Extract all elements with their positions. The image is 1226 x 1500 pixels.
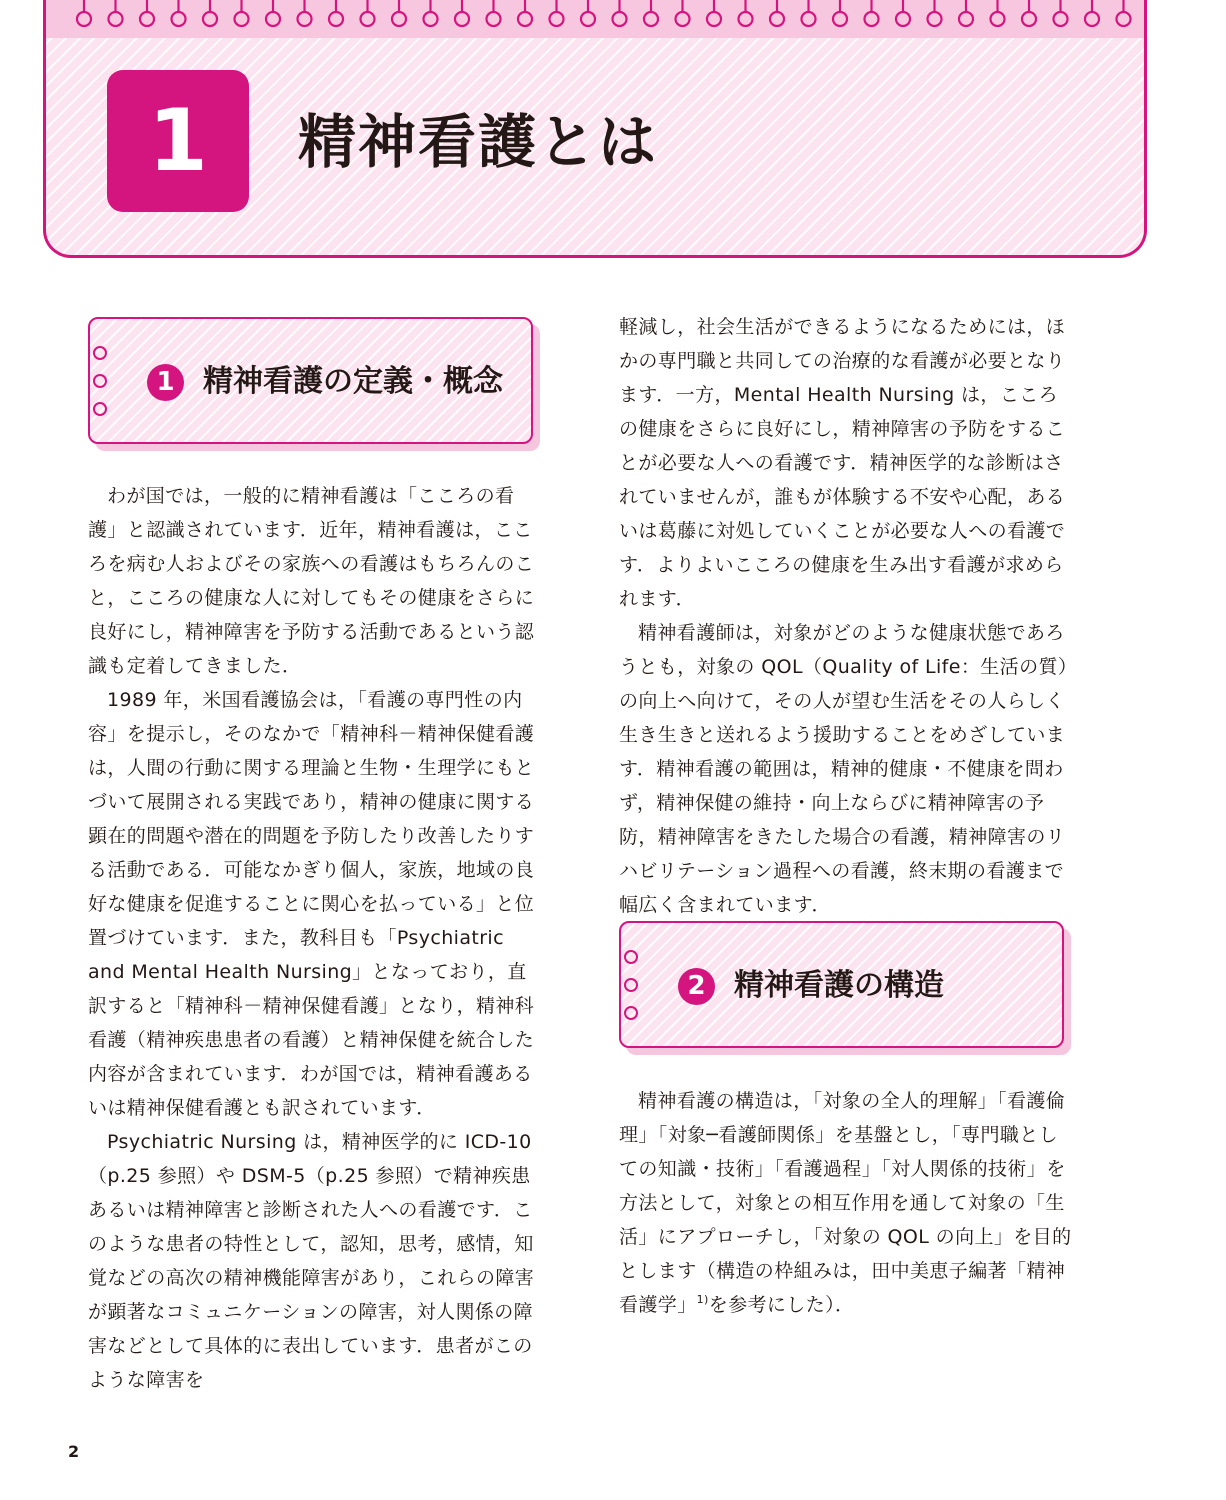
ring-hole <box>991 12 1005 26</box>
ring-hole <box>928 12 942 26</box>
ring-hole <box>203 12 217 26</box>
ring-hole <box>266 12 280 26</box>
right-text-column-lower <box>619 1084 1074 1322</box>
chapter-header <box>43 0 1147 258</box>
ring-hole <box>172 12 186 26</box>
ring-hole <box>707 12 721 26</box>
paragraph: わが国では，一般的に精神看護は「こころの看護」と認識されています．近年，精神看護は，こころを病む人およびその家族への看護はもちろんのこと，こころの健康な人に対してもその健康をさらに良好にし，精神障害を予防する活動であるという認識も定着してきました． <box>88 485 535 677</box>
paragraph <box>619 1084 1074 1322</box>
section-number-badge: 1 <box>147 364 184 401</box>
ring-hole <box>109 12 123 26</box>
ring-hole <box>1054 12 1068 26</box>
ring-hole <box>676 12 690 26</box>
paragraph-text: 精神看護の構造は，「対象の全人的理解」「看護倫理」「対象─看護師関係」を基盤とし，「専門職としての知識・技術」「看護過程」「対人関係的技術」を方法として，対象との相互作用を通して対象の「生活」にアプローチし，「対象の QOL の向上」を目的とします（構造の枠組みは，田中美恵子編著「精神看護学」 <box>619 1090 1072 1316</box>
ring-hole <box>424 12 438 26</box>
right-text-column <box>619 310 1074 922</box>
ring-hole <box>739 12 753 26</box>
left-text-column <box>88 479 543 1397</box>
ring-hole <box>392 12 406 26</box>
paragraph: 軽減し，社会生活ができるようになるためには，ほかの専門職と共同しての治療的な看護が必要となります．一方，Mental Health Nursing は，こころの健康をさらに良好にし，精神障害の予防をすることが必要な人への看護です．精神医学的な診断はされていませんが，誰もが体験する不安や心配，あるいは葛藤に対処していくことが必要な人への看護です．よりよいこころの健康を生み出す看護が求められます． <box>619 316 1066 610</box>
ring-hole <box>770 12 784 26</box>
ring-hole <box>518 12 532 26</box>
paragraph: 精神看護師は，対象がどのような健康状態であろうとも，対象の QOL（Quality of Life：生活の質）の向上へ向けて，その人が望む生活をその人らしく生き生きと送れるよう援助することをめざしています．精神看護の範囲は，精神的健康・不健康を問わず，精神保健の維持・向上ならびに精神障害の予防，精神障害をきたした場合の看護，精神障害のリハビリテーション過程への看護，終末期の看護まで幅広く含まれています． <box>619 622 1068 916</box>
section-title: 精神看護の定義・概念 <box>203 364 503 399</box>
chapter-title: 精神看護とは <box>298 108 659 176</box>
ring-hole <box>361 12 375 26</box>
ring-hole <box>802 12 816 26</box>
ring-hole <box>298 12 312 26</box>
binder-rings-icon <box>619 947 643 1027</box>
ring-hole <box>833 12 847 26</box>
section-heading-box-1 <box>88 317 533 444</box>
ring-hole <box>896 12 910 26</box>
paragraph: 1989 年，米国看護協会は，「看護の専門性の内容」を提示し，そのなかで「精神科－精神保健看護は，人間の行動に関する理論と生物・生理学にもとづいて展開される実践であり，精神の健康に関する顕在的問題や潜在的問題を予防したり改善したりする活動である．可能なかぎり個人，家族，地域の良好な健康を促進することに関心を払っている」と位置づけています．また，教科目も「Psychiatric and Mental Health Nursing」となっており，直訳すると「精神科－精神保健看護」となり，精神科看護（精神疾患患者の看護）と精神保健を統合した内容が含まれています．わが国では，精神看護あるいは精神保健看護とも訳されています． <box>88 689 535 1119</box>
binder-rings-icon <box>46 0 1146 38</box>
ring-hole <box>1085 12 1099 26</box>
chapter-number-badge: 1 <box>107 70 249 212</box>
ring-hole <box>77 12 91 26</box>
page-number: 2 <box>68 1442 80 1461</box>
section-number-badge: 2 <box>678 968 715 1005</box>
ring-hole <box>235 12 249 26</box>
ring-hole <box>613 12 627 26</box>
section-title: 精神看護の構造 <box>734 968 944 1003</box>
ring-hole <box>644 12 658 26</box>
ring-hole <box>865 12 879 26</box>
paragraph: Psychiatric Nursing は，精神医学的に ICD-10（p.25 参照）や DSM-5（p.25 参照）で精神疾患あるいは精神障害と診断された人への看護です．このような患者の特性として，認知，思考，感情，知覚などの高次の精神機能障害があり，これらの障害が顕著なコミュニケーションの障害，対人関係の障害などとして具体的に表出しています．患者がこのような障害を <box>88 1131 535 1391</box>
ring-hole <box>140 12 154 26</box>
ring-hole <box>487 12 501 26</box>
reference-marker[interactable]: 1) <box>696 1293 709 1306</box>
ring-hole <box>455 12 469 26</box>
ring-hole <box>329 12 343 26</box>
binder-ring-strip <box>46 0 1144 38</box>
ring-hole <box>550 12 564 26</box>
ring-hole <box>581 12 595 26</box>
binder-rings-icon <box>88 343 112 423</box>
ring-hole <box>1117 12 1131 26</box>
ring-hole <box>959 12 973 26</box>
section-heading-box-2 <box>619 921 1064 1048</box>
paragraph-text-end: を参考にした）． <box>708 1294 855 1316</box>
ring-hole <box>1022 12 1036 26</box>
